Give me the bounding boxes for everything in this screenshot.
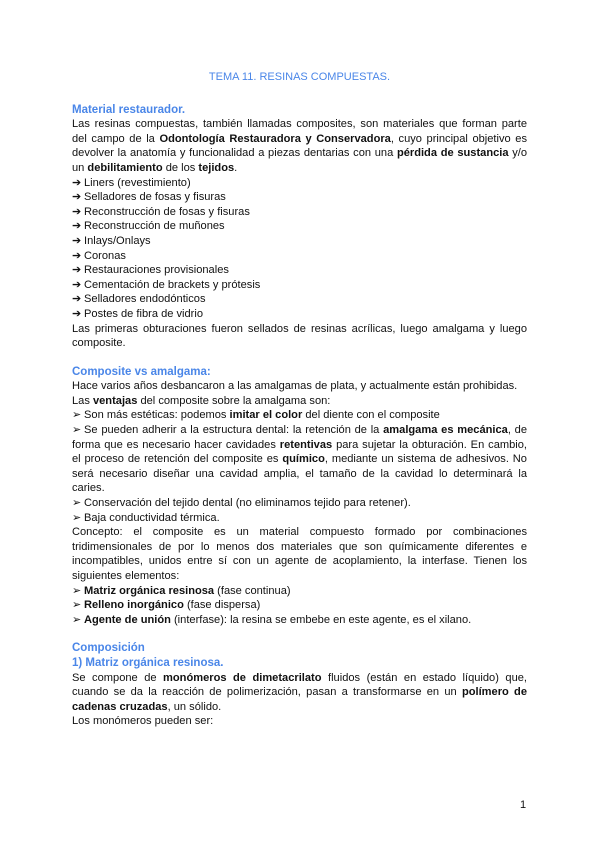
list-item: ➢ Se pueden adherir a la estructura dental: la retención de la amalgama es mecánica, de forma que es necesario hacer cavidades retentivas para sujetar la obturación. En cambio, el proceso de retención del composite es químico, mediante un sistema de adhesivos. No será necesario diseñar una cavidad amplia, el tamaño de la cavidad lo determinará la caries. <box>72 424 528 495</box>
list-item: ➔ Reconstrucción de fosas y fisuras <box>72 205 250 218</box>
list-item: ➢ Conservación del tejido dental (no eliminamos tejido para retener). <box>72 497 411 510</box>
arrow-icon: ➔ <box>72 307 82 320</box>
document-title: TEMA 11. RESINAS COMPUESTAS. <box>208 71 391 83</box>
document-page <box>72 70 527 729</box>
list-item: ➔ Restauraciones provisionales <box>72 264 229 277</box>
bullet-arrow-icon: ➢ <box>72 511 82 524</box>
arrow-icon: ➔ <box>72 249 82 262</box>
list-item: ➔ Selladores endodónticos <box>72 293 206 306</box>
list-item: ➔ Selladores de fosas y fisuras <box>72 191 226 204</box>
list-item: ➢ Baja conductividad térmica. <box>72 511 220 524</box>
list-item: ➢ Matriz orgánica resinosa (fase continua) <box>72 584 291 597</box>
list-item: ➔ Postes de fibra de vidrio <box>72 307 204 320</box>
list-item: ➢ Agente de unión (interfase): la resina se embebe en este agente, es el xilano. <box>72 613 472 626</box>
section-heading-composicion: Composición <box>72 642 145 655</box>
arrow-icon: ➔ <box>72 278 82 291</box>
bullet-arrow-icon: ➢ <box>72 424 82 437</box>
section-heading-material-restaurador: Material restaurador. <box>72 103 186 116</box>
arrow-icon: ➔ <box>72 205 82 218</box>
arrow-icon: ➔ <box>72 293 82 306</box>
list-item: ➢ Relleno inorgánico (fase dispersa) <box>72 599 261 612</box>
arrow-icon: ➔ <box>72 234 82 247</box>
bullet-arrow-icon: ➢ <box>72 497 82 510</box>
arrow-icon: ➔ <box>72 220 82 233</box>
bullet-arrow-icon: ➢ <box>72 584 82 597</box>
bullet-arrow-icon: ➢ <box>72 599 82 612</box>
list-item: ➔ Reconstrucción de muñones <box>72 220 225 233</box>
paragraph: Los monómeros pueden ser: <box>72 715 214 728</box>
bullet-arrow-icon: ➢ <box>72 613 82 626</box>
subsection-heading: 1) Matriz orgánica resinosa. <box>72 656 224 669</box>
intro-paragraph: Las resinas compuestas, también llamadas composites, son materiales que forman parte del campo de la Odontología Restauradora y Conservadora, cuyo principal objetivo es devolver la anatomía y funcionalidad a piezas dentarias con una pérdida de sustancia y/o un debilitamiento de los tejidos. <box>72 118 528 174</box>
list-item: ➢ Son más estéticas: podemos imitar el color del diente con el composite <box>72 409 440 422</box>
list-item: ➔ Coronas <box>72 249 126 262</box>
list-item: ➔ Cementación de brackets y prótesis <box>72 278 261 291</box>
bullet-arrow-icon: ➢ <box>72 409 82 422</box>
arrow-icon: ➔ <box>72 191 82 204</box>
concept-paragraph: Concepto: el composite es un material compuesto formado por combinaciones tridimensionales de por lo menos dos materiales que son químicamente diferentes e incompatibles, unidos entre sí con un agente de acoplamiento, la interfase. Tienen los siguientes elementos: <box>72 526 527 582</box>
section-heading-composite-vs-amalgama: Composite vs amalgama: <box>72 365 211 378</box>
paragraph: Las ventajas del composite sobre la amalgama son: <box>72 394 331 407</box>
list-item: ➔ Inlays/Onlays <box>72 234 151 247</box>
arrow-icon: ➔ <box>72 264 82 277</box>
paragraph: Se compone de monómeros de dimetacrilato fluidos (están en estado líquido) que, cuando se da la reacción de polimerización, pasan a transformarse en un polímero de cadenas cruzadas, un sólido. <box>72 671 528 713</box>
paragraph: Hace varios años desbancaron a las amalgamas de plata, y actualmente están prohibidas. <box>72 380 518 393</box>
closing-paragraph: Las primeras obturaciones fueron sellados de resinas acrílicas, luego amalgama y luego composite. <box>72 322 527 350</box>
page-number: 1 <box>520 799 527 811</box>
list-item: ➔ Liners (revestimiento) <box>72 176 191 189</box>
arrow-icon: ➔ <box>72 176 82 189</box>
